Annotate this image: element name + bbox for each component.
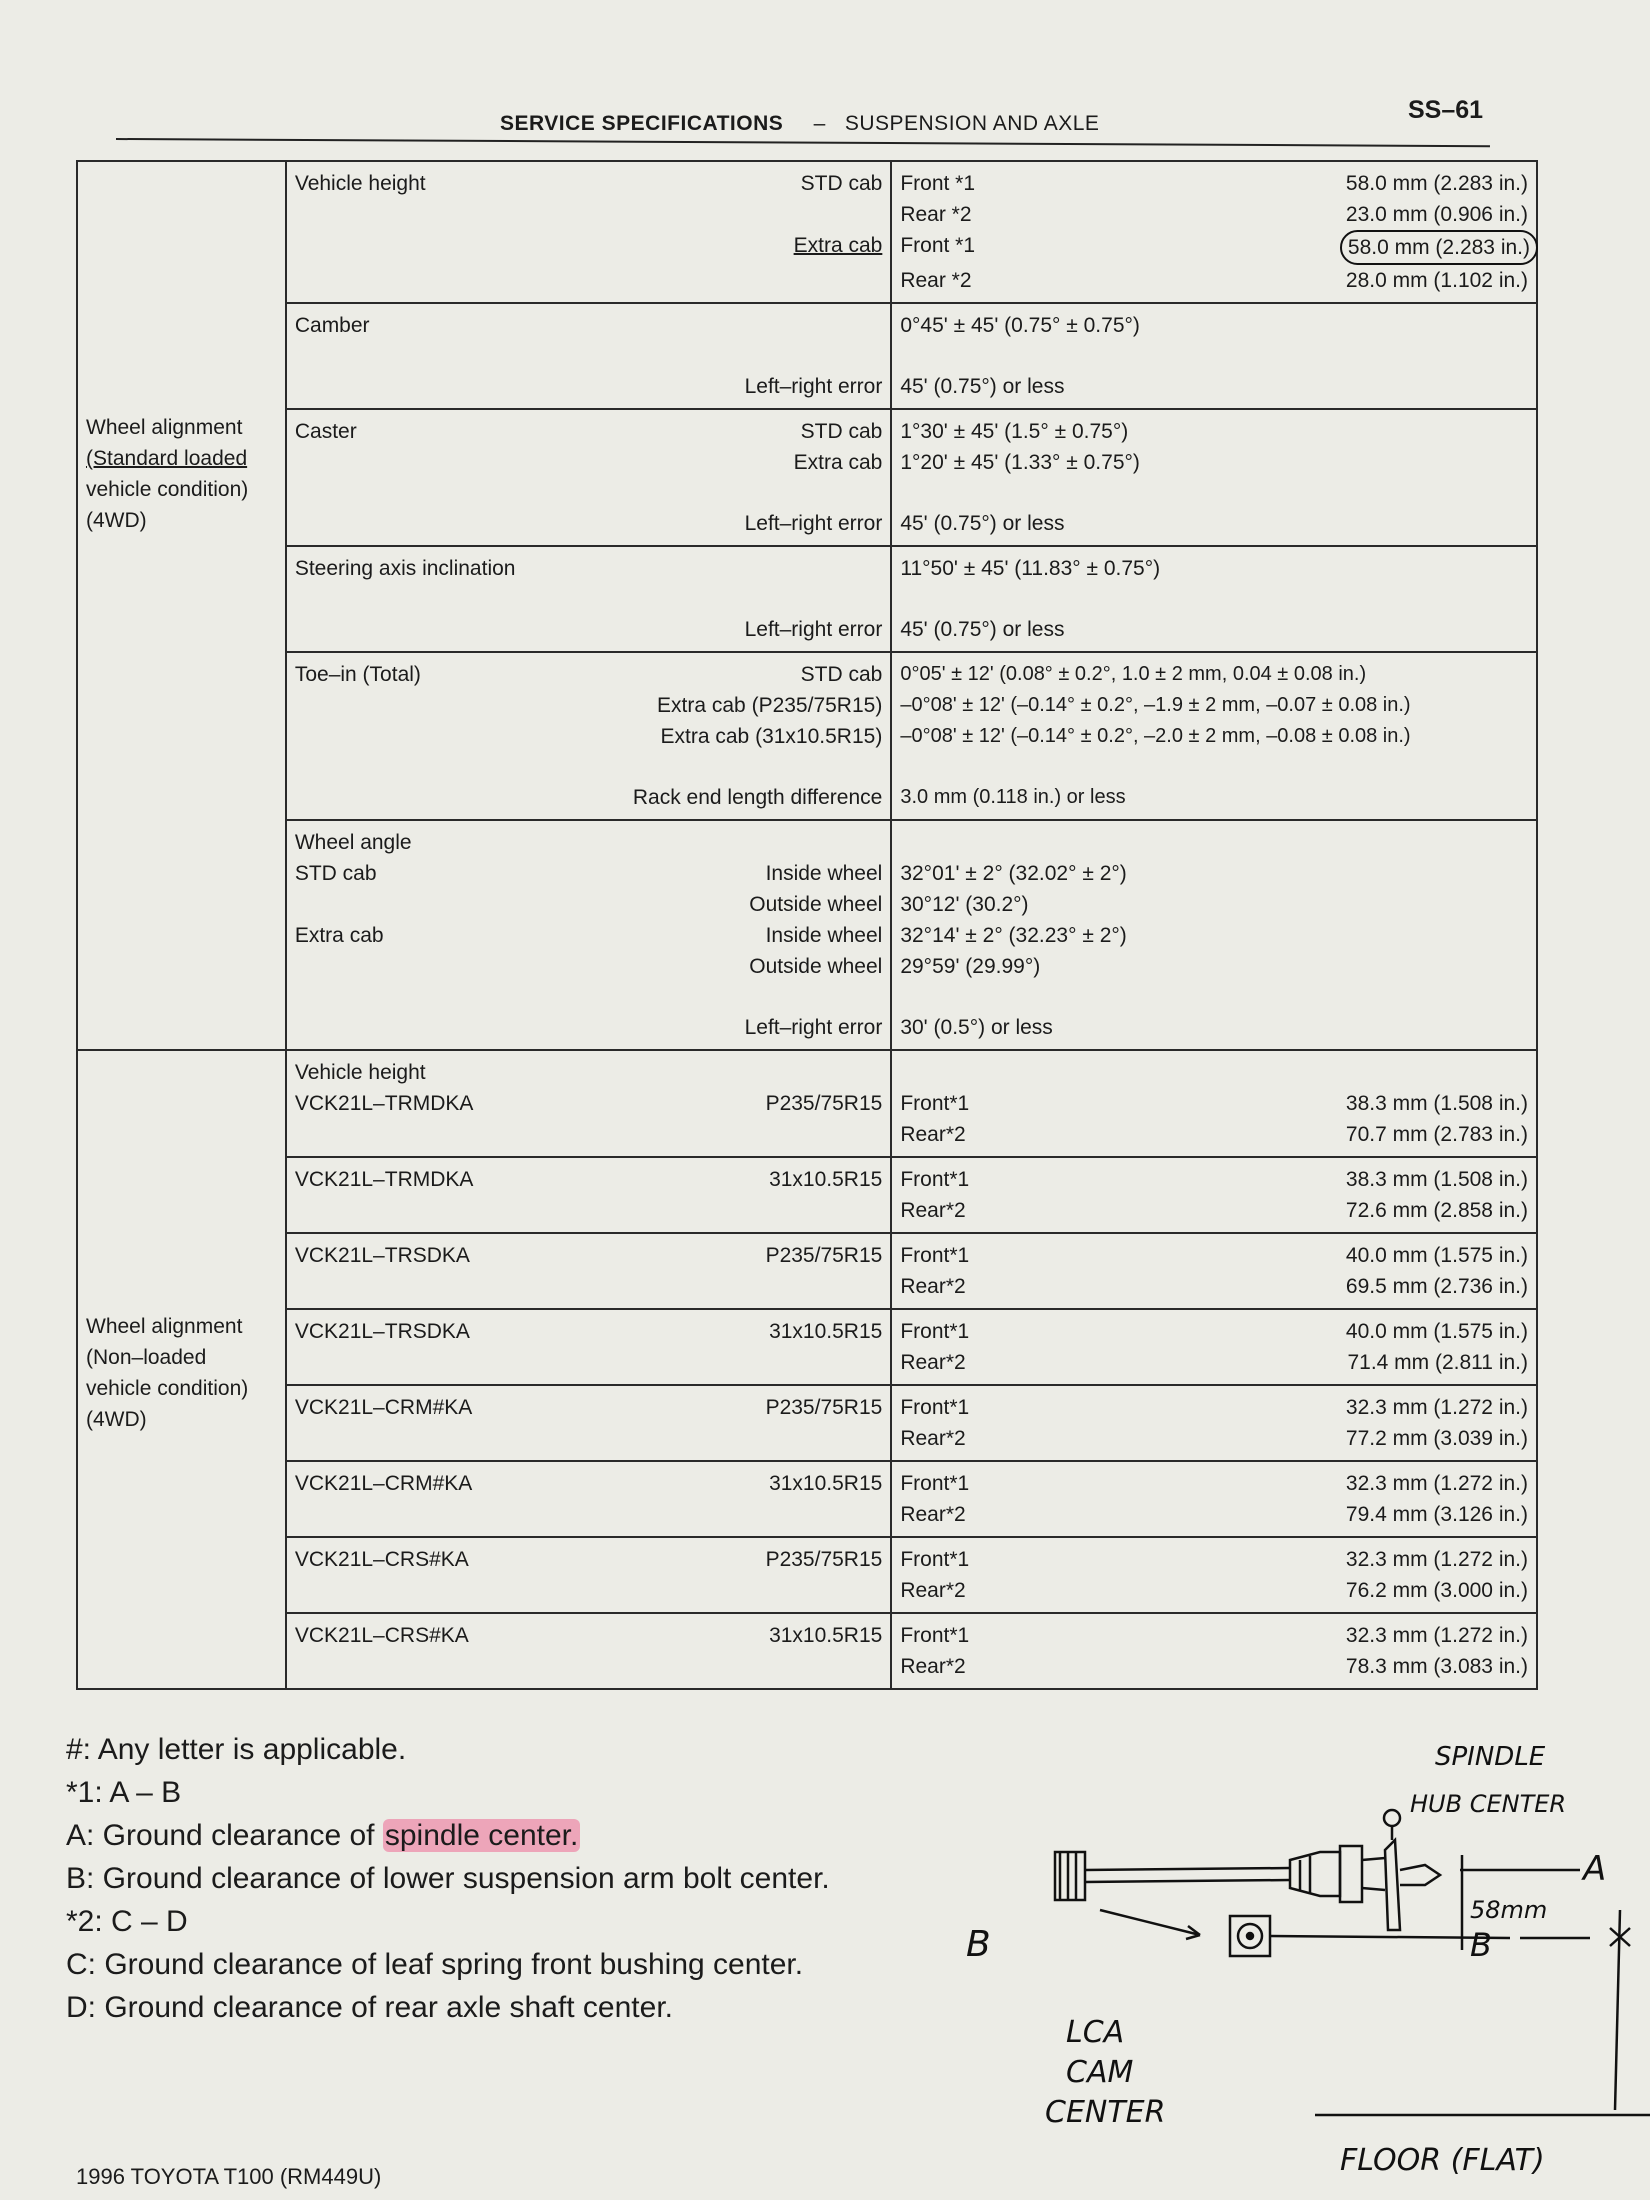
value: 72.6 mm (2.858 in.) — [1345, 1199, 1528, 1222]
table-row — [77, 820, 1537, 1050]
toe-values — [891, 652, 1537, 820]
vehicle-height-values — [891, 161, 1537, 303]
pos-label: Rear*2 — [900, 1275, 966, 1298]
lca-label: LCA — [1066, 2015, 1125, 2050]
pos-label: Rear*2 — [900, 1351, 966, 1374]
value: 30' (0.5°) or less — [900, 1016, 1053, 1039]
nonloaded-label — [286, 1309, 891, 1385]
table-row — [77, 1233, 1537, 1309]
group-loaded-label — [77, 161, 286, 1050]
value: 45' (0.75°) or less — [900, 375, 1065, 398]
value: 71.4 mm (2.811 in.) — [1347, 1351, 1528, 1374]
toe-row-label: Extra cab (P235/75R15) — [657, 694, 883, 717]
nonloaded-label — [286, 1613, 891, 1689]
group-line: (4WD) — [86, 509, 147, 532]
note-a-text: A: Ground clearance of — [66, 1819, 383, 1852]
item-name: Wheel angle — [294, 831, 412, 854]
value: 32.3 mm (1.272 in.) — [1345, 1472, 1528, 1495]
table-row — [77, 1309, 1537, 1385]
caster-label — [286, 409, 891, 546]
value: –0°08' ± 12' (–0.14° ± 0.2°, –2.0 ± 2 mm, –0.08 ± 0.08 in.) — [900, 725, 1411, 747]
wheel-row-label: Outside wheel — [749, 893, 883, 916]
wheel-angle-values — [891, 820, 1537, 1050]
value: 32.3 mm (1.272 in.) — [1345, 1396, 1528, 1419]
value: 32.3 mm (1.272 in.) — [1345, 1624, 1528, 1647]
highlighted-text: spindle center. — [384, 1819, 579, 1852]
table-row — [77, 1050, 1537, 1157]
hub-center-label: HUB CENTER — [1410, 1790, 1567, 1818]
model-label: VCK21L–TRMDKA — [294, 1168, 474, 1191]
pos-label: Front*1 — [900, 1624, 970, 1647]
group-line: Wheel alignment — [86, 416, 243, 439]
item-name: Toe–in (Total) — [294, 663, 421, 686]
model-label: VCK21L–TRSDKA — [294, 1244, 470, 1267]
pos-label: Front *1 — [900, 234, 976, 257]
value: 58.0 mm (2.283 in.) — [1345, 172, 1528, 195]
nonloaded-label — [286, 1461, 891, 1537]
value: 32°14' ± 2° (32.23° ± 2°) — [900, 924, 1127, 947]
table-row — [77, 1613, 1537, 1689]
lr-label: Left–right error — [744, 618, 883, 641]
pos-label: Rear*2 — [900, 1655, 966, 1678]
caster-values — [891, 409, 1537, 546]
tire-label: P235/75R15 — [765, 1548, 883, 1571]
circled-value: 58.0 mm (2.283 in.) — [1340, 230, 1538, 265]
value: 38.3 mm (1.508 in.) — [1345, 1092, 1528, 1115]
extra-cab-label: Extra cab — [294, 924, 384, 947]
measure-label: 58mm — [1470, 1896, 1548, 1924]
value: 70.7 mm (2.783 in.) — [1345, 1123, 1528, 1146]
item-name: Caster — [294, 420, 357, 443]
note-a — [66, 1814, 830, 1857]
note-1: *1: A – B — [66, 1776, 182, 1809]
pos-label: Rear*2 — [900, 1503, 966, 1526]
pos-label: Front*1 — [900, 1244, 970, 1267]
group-line: Wheel alignment — [86, 1315, 243, 1338]
wheel-angle-label — [286, 820, 891, 1050]
tire-label: 31x10.5R15 — [769, 1320, 883, 1343]
tire-label: 31x10.5R15 — [769, 1624, 883, 1647]
pos-label: Front *1 — [900, 172, 976, 195]
nonloaded-values — [891, 1385, 1537, 1461]
note-hash: #: Any letter is applicable. — [66, 1733, 407, 1766]
axle-drawing — [1055, 1810, 1650, 2115]
spec-table — [76, 160, 1538, 1690]
nonloaded-label — [286, 1157, 891, 1233]
nonloaded-label — [286, 1385, 891, 1461]
model-label: VCK21L–CRS#KA — [294, 1548, 469, 1571]
table-row — [77, 1537, 1537, 1613]
page-title — [500, 112, 1099, 136]
value: 76.2 mm (3.000 in.) — [1345, 1579, 1528, 1602]
footer: 1996 TOYOTA T100 (RM449U) — [76, 2164, 382, 2189]
wheel-row-label: Outside wheel — [749, 955, 883, 978]
note-2: *2: C – D — [66, 1905, 188, 1938]
value: 28.0 mm (1.102 in.) — [1345, 269, 1528, 292]
table-row — [77, 1385, 1537, 1461]
toe-row-label: Extra cab (31x10.5R15) — [660, 725, 883, 748]
table-row — [77, 303, 1537, 409]
pos-label: Rear*2 — [900, 1427, 966, 1450]
value: 30°12' (30.2°) — [900, 893, 1029, 916]
lr-label: Left–right error — [744, 1016, 883, 1039]
toe-label — [286, 652, 891, 820]
nonloaded-values — [891, 1050, 1537, 1157]
nonloaded-label — [286, 1050, 891, 1157]
value: 32.3 mm (1.272 in.) — [1345, 1548, 1528, 1571]
pos-label: Front*1 — [900, 1320, 970, 1343]
b-marker-label: B — [1470, 1926, 1492, 1964]
sai-label — [286, 546, 891, 652]
model-label: VCK21L–CRM#KA — [294, 1396, 473, 1419]
group-line: (Standard loaded — [86, 447, 248, 470]
model-label: VCK21L–TRSDKA — [294, 1320, 470, 1343]
nonloaded-values — [891, 1157, 1537, 1233]
nonloaded-values — [891, 1233, 1537, 1309]
value: 45' (0.75°) or less — [900, 618, 1065, 641]
table-row — [77, 1461, 1537, 1537]
pos-label: Front*1 — [900, 1092, 970, 1115]
group-line: vehicle condition) — [86, 1377, 249, 1400]
table-row — [77, 546, 1537, 652]
tire-label: 31x10.5R15 — [769, 1168, 883, 1191]
pos-label: Rear*2 — [900, 1123, 966, 1146]
value: 69.5 mm (2.736 in.) — [1345, 1275, 1528, 1298]
value: –0°08' ± 12' (–0.14° ± 0.2°, –1.9 ± 2 mm, –0.07 ± 0.08 in.) — [900, 694, 1411, 716]
tire-label: 31x10.5R15 — [769, 1472, 883, 1495]
value: 45' (0.75°) or less — [900, 512, 1065, 535]
a-label: A — [1583, 1849, 1607, 1889]
footnotes — [66, 1728, 830, 2029]
camber-label — [286, 303, 891, 409]
note-c: C: Ground clearance of leaf spring front bushing center. — [66, 1948, 804, 1981]
rack-label: Rack end length difference — [632, 786, 883, 809]
title-separator: – — [813, 112, 826, 135]
model-label: VCK21L–CRM#KA — [294, 1472, 473, 1495]
tire-label: P235/75R15 — [765, 1396, 883, 1419]
value: 40.0 mm (1.575 in.) — [1345, 1320, 1528, 1343]
sai-values — [891, 546, 1537, 652]
table-row — [77, 1157, 1537, 1233]
floor-label: FLOOR (FLAT) — [1340, 2143, 1545, 2178]
item-name: Vehicle height — [294, 1061, 426, 1084]
model-label: VCK21L–TRMDKA — [294, 1092, 474, 1115]
model-label: VCK21L–CRS#KA — [294, 1624, 469, 1647]
vehicle-height-label — [286, 161, 891, 303]
value: 29°59' (29.99°) — [900, 955, 1041, 978]
wheel-row-label: Inside wheel — [765, 862, 883, 885]
item-name: Vehicle height — [294, 172, 426, 195]
center-label: CENTER — [1045, 2095, 1166, 2130]
value: 1°20' ± 45' (1.33° ± 0.75°) — [900, 451, 1140, 474]
pos-label: Front*1 — [900, 1396, 970, 1419]
value: 0°45' ± 45' (0.75° ± 0.75°) — [900, 314, 1140, 337]
table-row — [77, 409, 1537, 546]
lr-label: Left–right error — [744, 512, 883, 535]
value: 77.2 mm (3.039 in.) — [1345, 1427, 1528, 1450]
pos-label: Front*1 — [900, 1548, 970, 1571]
extra-cab-label: Extra cab — [793, 451, 883, 474]
value: 78.3 mm (3.083 in.) — [1345, 1655, 1528, 1678]
pos-label: Rear*2 — [900, 1199, 966, 1222]
nonloaded-label — [286, 1537, 891, 1613]
group-line: (4WD) — [86, 1408, 147, 1431]
b-left-label: B — [966, 1924, 991, 1965]
page-number: SS–61 — [1408, 96, 1484, 124]
title-text: SERVICE SPECIFICATIONS — [500, 112, 784, 135]
group-line: (Non–loaded — [86, 1346, 207, 1369]
tire-label: P235/75R15 — [765, 1092, 883, 1115]
title-rule — [116, 138, 1490, 147]
nonloaded-values — [891, 1613, 1537, 1689]
table-row — [77, 161, 1537, 303]
pos-label: Rear *2 — [900, 203, 972, 226]
value: 23.0 mm (0.906 in.) — [1345, 203, 1528, 226]
nonloaded-values — [891, 1537, 1537, 1613]
value: 79.4 mm (3.126 in.) — [1345, 1503, 1528, 1526]
lr-label: Left–right error — [744, 375, 883, 398]
handdrawn-sketch — [900, 1720, 1650, 2200]
value: 38.3 mm (1.508 in.) — [1345, 1168, 1528, 1191]
value: 40.0 mm (1.575 in.) — [1345, 1244, 1528, 1267]
std-cab-label: STD cab — [800, 172, 883, 195]
value: 3.0 mm (0.118 in.) or less — [900, 786, 1126, 808]
value: 11°50' ± 45' (11.83° ± 0.75°) — [900, 557, 1161, 580]
camber-values — [891, 303, 1537, 409]
value: 0°05' ± 12' (0.08° ± 0.2°, 1.0 ± 2 mm, 0.04 ± 0.08 in.) — [900, 663, 1367, 685]
extra-cab-label: Extra cab — [793, 234, 883, 257]
std-cab-label: STD cab — [800, 420, 883, 443]
pos-label: Front*1 — [900, 1472, 970, 1495]
pos-label: Front*1 — [900, 1168, 970, 1191]
group-line: vehicle condition) — [86, 478, 249, 501]
toe-row-label: STD cab — [800, 663, 883, 686]
wheel-row-label: Inside wheel — [765, 924, 883, 947]
table-row — [77, 652, 1537, 820]
note-b: B: Ground clearance of lower suspension arm bolt center. — [66, 1862, 830, 1895]
tire-label: P235/75R15 — [765, 1244, 883, 1267]
cam-label: CAM — [1066, 2055, 1134, 2090]
nonloaded-values — [891, 1461, 1537, 1537]
std-cab-label: STD cab — [294, 862, 377, 885]
value: 1°30' ± 45' (1.5° ± 0.75°) — [900, 420, 1129, 443]
value: 32°01' ± 2° (32.02° ± 2°) — [900, 862, 1127, 885]
nonloaded-label — [286, 1233, 891, 1309]
nonloaded-values — [891, 1309, 1537, 1385]
section-text: SUSPENSION AND AXLE — [844, 112, 1100, 135]
item-name: Camber — [294, 314, 370, 337]
pos-label: Rear*2 — [900, 1579, 966, 1602]
note-d: D: Ground clearance of rear axle shaft center. — [66, 1991, 673, 2024]
group-nonloaded-label — [77, 1050, 286, 1689]
spindle-label: SPINDLE — [1435, 1742, 1546, 1772]
pos-label: Rear *2 — [900, 269, 972, 292]
item-name: Steering axis inclination — [294, 557, 516, 580]
